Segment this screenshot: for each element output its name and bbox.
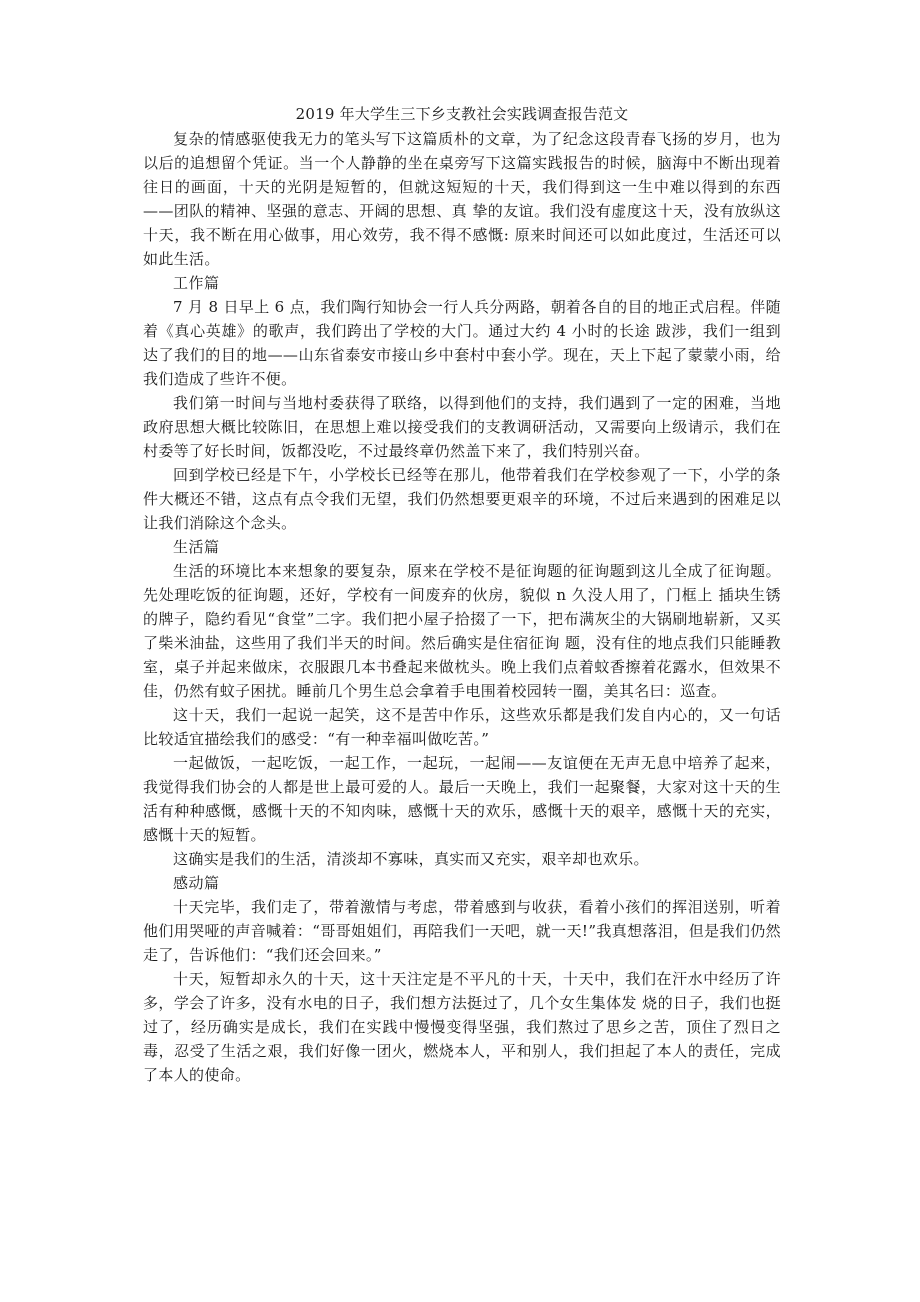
paragraph: 这确实是我们的生活，清淡却不寡味，真实而又充实，艰辛却也欢乐。 [173, 850, 649, 868]
paragraph: 一起做饭，一起吃饭，一起工作，一起玩，一起闹——友谊便在无声无息中培养了起来，我觉得我们协会的人都是世上最可爱的人。最后一天晚上，我们一起聚餐，大家对这十天的生活有种种感慨，感慨十天的不知肉味，感慨十天的欢乐，感慨十天的艰辛，感慨十天的充实，感慨十天的短暂。 [143, 754, 781, 844]
section-heading-work: 工作篇 [173, 274, 220, 292]
paragraph: 回到学校已经是下午，小学校长已经等在那儿，他带着我们在学校参观了一下，小学的条件大概还不错，这点有点令我们无望，我们仍然想要更艰辛的环境，不过后来遇到的困难足以让我们消除这个念头。 [143, 466, 781, 532]
paragraph: 7 月 8 日早上 6 点，我们陶行知协会一行人兵分两路，朝着各自的目的地正式启程。伴随着《真心英雄》的歌声，我们跨出了学校的大门。通过大约 4 小时的长途 跋涉，我们一组到达了我们的目的地——山东省泰安市接山乡中套村中套小学。现在，天上下起了蒙蒙小雨，给我们造成了些许不便。 [143, 298, 781, 388]
paragraph: 这十天，我们一起说一起笑，这不是苦中作乐，这些欢乐都是我们发自内心的，又一句话比较适宜描绘我们的感受：“有一种幸福叫做吃苦。” [143, 706, 781, 748]
intro-paragraph: 复杂的情感驱使我无力的笔头写下这篇质朴的文章，为了纪念这段青春飞扬的岁月，也为以后的追想留个凭证。当一个人静静的坐在桌旁写下这篇实践报告的时候，脑海中不断出现着往日的画面，十天的光阴是短暂的，但就这短短的十天，我们得到这一生中难以得到的东西——团队的精神、坚强的意志、开阔的思想、真 挚的友谊。我们没有虚度这十天，没有放纵这十天，我不断在用心做事，用心效劳，我不得不感慨: 原来时间还可以如此度过，生活还可以如此生活。 [143, 130, 781, 268]
section-heading-life: 生活篇 [173, 538, 220, 556]
paragraph: 十天完毕，我们走了，带着激情与考虑，带着感到与收获，看着小孩们的挥泪送别，听着他们用哭哑的声音喊着：“哥哥姐姐们，再陪我们一天吧，就一天!”我真想落泪，但是我们仍然走了，告诉他们：“我们还会回来。” [143, 898, 781, 964]
document-body [143, 102, 781, 1087]
paragraph: 十天，短暂却永久的十天，这十天注定是不平凡的十天，十天中，我们在汗水中经历了许多，学会了许多，没有水电的日子，我们想方法挺过了，几个女生集体发 烧的日子，我们也挺过了，经历确实是成长，我们在实践中慢慢变得坚强，我们熬过了思乡之苦，顶住了烈日之毒，忍受了生活之艰，我们好像一团火，燃烧本人，平和别人，我们担起了本人的责任，完成了本人的使命。 [143, 970, 781, 1084]
paragraph: 生活的环境比本来想象的要复杂，原来在学校不是征询题的征询题到这儿全成了征询题。先处理吃饭的征询题，还好，学校有一间废弃的伙房，貌似 n 久没人用了，门框上 插块生锈的牌子，隐约看见“食堂”二字。我们把小屋子拾掇了一下，把布满灰尘的大锅刷地崭新，又买了柴米油盐，这些用了我们半天的时间。然后确实是住宿征询 题，没有住的地点我们只能睡教室，桌子并起来做床，衣服跟几本书叠起来做枕头。晚上我们点着蚊香擦着花露水，但效果不佳，仍然有蚊子困扰。睡前几个男生总会拿着手电围着校园转一圈，美其名曰：巡查。 [143, 562, 781, 700]
section-heading-touching: 感动篇 [173, 874, 220, 892]
document-title: 2019 年大学生三下乡支教社会实践调查报告范文 [295, 105, 629, 123]
paragraph: 我们第一时间与当地村委获得了联络，以得到他们的支持，我们遇到了一定的困难，当地政府思想大概比较陈旧，在思想上难以接受我们的支教调研活动，又需要向上级请示，我们在村委等了好长时间，饭都没吃，不过最终章仍然盖下来了，我们特别兴奋。 [143, 394, 781, 460]
